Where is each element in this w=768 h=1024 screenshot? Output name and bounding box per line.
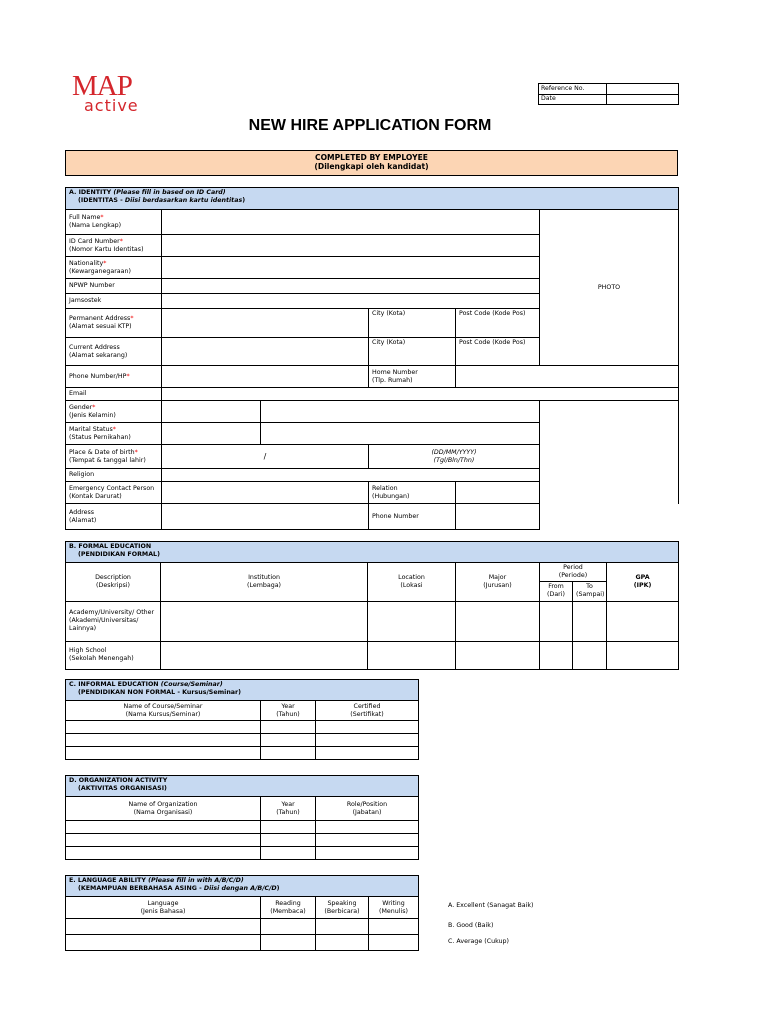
input-cell[interactable] [261,734,316,747]
date-format-hint: (DD/MM/YYYY) [431,448,477,456]
col-location-text-id: (Lokasi [400,581,423,589]
col-speaking-text-id: (Berbicara) [324,907,360,915]
input-cell[interactable] [66,935,261,951]
religion-input[interactable] [162,469,540,482]
col-certified-text-id: (Sertifikat) [350,710,384,718]
input-cell[interactable] [261,834,316,847]
logo-brand: MAP [72,70,132,102]
input-cell[interactable] [316,734,419,747]
org-header-title: D. ORGANIZATION ACTIVITY [69,777,168,784]
col-course-name [66,701,261,721]
input-cell[interactable] [607,601,679,641]
required-mark: * [130,315,134,323]
emergency-input[interactable] [162,482,369,504]
reference-input[interactable] [607,84,679,95]
current-address-input[interactable] [162,338,369,366]
input-cell[interactable] [66,734,261,747]
full-name-input[interactable] [162,210,540,235]
input-cell[interactable] [161,641,368,669]
col-period [540,563,607,582]
photo-box[interactable] [540,210,679,366]
email-label: Email [66,388,162,401]
reference-table [538,83,679,105]
required-mark: * [126,372,130,380]
col-gpa [607,563,679,602]
input-cell[interactable] [316,747,419,760]
col-reading [261,897,316,919]
nationality-text: Nationality [69,259,104,267]
date-format-hint-id: (Tgl/Bln/Thn) [433,456,475,464]
col-from-text-id: (Dari) [547,591,565,599]
permanent-address-text-id: (Alamat sesuai KTP) [69,323,132,330]
input-cell[interactable] [66,847,261,860]
input-cell[interactable] [261,935,316,951]
col-course-name-text-id: (Nama Kursus/Seminar) [125,710,201,718]
row-highschool-text: High School [69,647,107,655]
col-reading-text: Reading [275,899,301,907]
marital-label [66,423,162,445]
address-text-id: (Alamat) [69,516,97,524]
informal-header-note: (Course/Seminar) [160,681,223,688]
col-location [368,563,456,602]
col-speaking-text: Speaking [327,899,357,907]
emergency-label [66,482,162,504]
relation-text-id: (Hubungan) [372,492,410,500]
input-cell[interactable] [161,601,368,641]
col-description [66,563,161,602]
col-major-text: Major [488,574,507,581]
input-cell[interactable] [261,919,316,935]
lang-header-note: (Please fill in with A/B/C/D) [148,877,244,884]
phone-label [66,366,162,388]
input-cell[interactable] [316,721,419,734]
date-label: Date [539,94,607,105]
formal-header-title: B. FORMAL EDUCATION [69,543,152,550]
birth-text: Place & Date of birth [69,448,135,456]
required-mark: * [134,448,138,456]
phone-number-label: Phone Number [369,504,456,530]
identity-header-sub-note: Diisi berdasarkan kartu identitas [124,196,243,204]
marital-text-id: (Status Pernikahan) [69,433,131,441]
birth-date-input[interactable] [369,445,540,469]
input-cell[interactable] [369,919,419,935]
input-cell[interactable] [66,747,261,760]
informal-header [66,680,419,701]
full-name-text: Full Name [69,214,101,222]
city-label: City (Kota) [372,310,406,317]
identity-header-sub-end: ) [242,196,246,204]
emergency-text: Emergency Contact Person [69,484,155,492]
npwp-label: NPWP Number [66,279,162,294]
identity-header-sub: (IDENTITAS - [78,196,125,204]
marital-input[interactable] [162,423,261,445]
lang-header-sub-end: ) [276,884,280,892]
identity-header-note: (Please fill in based on ID Card) [113,189,226,196]
current-city-field[interactable] [369,338,456,366]
phone-input[interactable] [162,366,369,388]
col-major [456,563,540,602]
input-cell[interactable] [66,919,261,935]
col-to [573,581,607,601]
col-writing-text-id: (Menulis) [379,907,409,915]
col-role-text-id: (Jabatan) [352,808,382,816]
input-cell[interactable] [368,601,456,641]
col-certified [316,701,419,721]
reference-label: Reference No. [539,84,607,95]
relation-text: Relation [372,484,398,492]
col-year-text: Year [281,702,295,710]
col-to-text: To [586,583,593,591]
identity-header-title: A. IDENTITY [69,189,114,196]
col-major-text-id: (Jurusan) [483,581,512,589]
col-from-text: From [548,583,564,591]
input-cell[interactable] [261,821,316,834]
col-certified-text: Certified [353,702,381,710]
input-cell[interactable] [261,721,316,734]
emergency-address-input[interactable] [162,504,369,530]
input-cell[interactable] [456,641,540,669]
permanent-address-text: Permanent Address [69,315,131,323]
col-from [540,581,573,601]
lang-header-sub-note: Diisi dengan A/B/C/D [203,884,277,892]
legend-good: B. Good (Baik) [448,922,494,929]
col-year-text-id: (Tahun) [276,710,300,718]
language-table [65,875,419,951]
gender-label [66,401,162,423]
input-cell[interactable] [66,821,261,834]
org-header-sub: (AKTIVITAS ORGANISASI) [78,784,167,792]
input-cell[interactable] [261,747,316,760]
row-academy-label [66,601,161,641]
nationality-label [66,257,162,279]
lang-header-title: E. LANGUAGE ABILITY [69,877,149,884]
col-writing-text: Writing [382,899,405,907]
col-institution-text: Institution [248,574,280,581]
current-address-label [66,338,162,366]
col-period-text: Period [563,564,583,571]
col-gpa-text-id: (IPK) [633,581,652,589]
address-text: Address [69,508,95,516]
phone-text: Phone Number/HP [69,372,127,380]
marital-text: Marital Status [69,425,113,433]
permanent-address-input[interactable] [162,309,369,338]
date-input[interactable] [607,94,679,105]
gender-extra[interactable] [261,401,540,423]
empty-cell [540,445,679,469]
home-number-text-id: (Tlp. Rumah) [372,376,413,384]
id-card-label [66,235,162,257]
identity-table [65,187,679,530]
col-description-text-id: (Deskripsi) [96,581,130,589]
input-cell[interactable] [66,721,261,734]
formal-header-sub: (PENDIDIKAN FORMAL) [78,550,160,558]
relation-label [369,482,456,504]
religion-label: Religion [66,469,162,482]
postcode-label: Post Code (Kode Pos) [459,310,526,317]
nationality-input[interactable] [162,257,540,279]
col-year [261,701,316,721]
col-language [66,897,261,919]
informal-header-sub: (PENDIDIKAN NON FORMAL - Kursus/Seminar) [78,688,242,696]
emergency-phone-input[interactable] [456,504,540,530]
identity-header [66,188,679,210]
col-role [316,797,419,821]
legend-average: C. Average (Cukup) [448,938,510,945]
formal-header [66,542,679,563]
col-org-name-text: Name of Organization [128,800,198,808]
empty-cell [540,423,679,445]
col-language-text-id: (Jenis Bahasa) [140,907,186,915]
input-cell[interactable] [573,601,607,641]
organization-table [65,775,419,860]
email-input[interactable] [162,388,679,401]
col-course-name-text: Name of Course/Seminar [123,702,203,710]
jamsostek-input[interactable] [162,294,540,309]
lang-header [66,876,419,897]
permanent-postcode-field[interactable] [456,309,540,338]
current-address-text: Current Address [69,343,120,351]
col-year [261,797,316,821]
col-location-text: Location [398,574,425,581]
empty-cell [540,469,679,482]
col-speaking [316,897,369,919]
row-highschool-text-id: (Sekolah Menengah) [69,655,134,663]
col-writing [369,897,419,919]
completed-by-banner [65,150,678,176]
empty-cell [540,504,679,530]
id-card-text: ID Card Number [69,237,120,245]
emergency-text-id: (Kontak Darurat) [69,492,122,500]
page-title: NEW HIRE APPLICATION FORM [248,117,492,134]
full-name-text-id: (Nama Lengkap) [69,222,122,229]
permanent-city-field[interactable] [369,309,456,338]
input-cell[interactable] [369,935,419,951]
col-org-name-text-id: (Nama Organisasi) [133,808,193,816]
legend-excellent: A. Excellent (Sanagat Baik) [448,902,534,909]
input-cell[interactable] [540,641,573,669]
input-cell[interactable] [66,834,261,847]
birth-text-id: (Tempat & tanggal lahir) [69,456,146,464]
npwp-input[interactable] [162,279,540,294]
empty-cell [540,401,679,423]
input-cell[interactable] [316,834,419,847]
col-to-text-id: (Sampai) [576,591,605,599]
col-org-name [66,797,261,821]
required-mark: * [92,403,96,411]
input-cell[interactable] [573,641,607,669]
input-cell[interactable] [368,641,456,669]
input-cell[interactable] [316,935,369,951]
gender-input[interactable] [162,401,261,423]
col-institution-text-id: (Lembaga) [246,581,282,589]
empty-cell [540,482,679,504]
input-cell[interactable] [316,821,419,834]
lang-header-sub: (KEMAMPUAN BERBAHASA ASING - [78,884,204,892]
row-highschool-label [66,641,161,669]
col-role-text: Role/Position [346,800,388,808]
input-cell[interactable] [261,847,316,860]
required-mark: * [119,237,123,245]
col-year-text-id: (Tahun) [276,808,300,816]
home-number-text: Home Number [372,368,418,376]
nationality-text-id: (Kewarganegaraan) [69,267,131,275]
marital-extra[interactable] [261,423,540,445]
postcode-label: Post Code (Kode Pos) [459,339,526,346]
row-academy-text-id: (Akademi/Universitas/ [69,617,139,625]
relation-input[interactable] [456,482,540,504]
col-period-text-id: (Periode) [558,571,588,579]
gender-text-id: (Jenis Kelamin) [69,411,116,419]
id-card-text-id: (Nomor Kartu Identitas) [69,245,144,253]
input-cell[interactable] [316,847,419,860]
photo-label: PHOTO [597,283,621,291]
current-address-text-id: (Alamat sekarang) [69,351,128,359]
birth-label [66,445,162,469]
banner-line1: COMPLETED BY EMPLOYEE [315,153,428,162]
logo-sub: active [84,96,139,115]
banner-line2: (Dilengkapi oleh kandidat) [314,162,429,172]
company-logo [72,70,162,116]
required-mark: * [103,259,107,267]
input-cell[interactable] [316,919,369,935]
required-mark: * [100,214,104,222]
birth-place-input[interactable] [162,445,369,469]
jamsostek-label: Jamsostek [66,294,162,309]
home-number-label [369,366,456,388]
col-year-text: Year [281,800,295,808]
required-mark: * [112,425,116,433]
address-label [66,504,162,530]
col-reading-text-id: (Membaca) [270,907,306,915]
col-language-text: Language [147,899,179,907]
input-cell[interactable] [540,601,573,641]
row-academy-text-id2: Lainnya) [69,625,97,633]
full-name-label [66,210,162,235]
row-academy-text: Academy/University/ Other [69,609,155,617]
gender-text: Gender [69,403,93,411]
input-cell[interactable] [456,601,540,641]
current-postcode-field[interactable] [456,338,540,366]
slash-separator: / [263,451,267,461]
permanent-address-label [66,309,162,338]
home-number-input[interactable] [456,366,679,388]
id-card-input[interactable] [162,235,540,257]
org-header [66,776,419,797]
input-cell[interactable] [607,641,679,669]
col-description-text: Description [95,574,131,581]
col-gpa-text: GPA [635,574,650,581]
col-institution [161,563,368,602]
formal-education-table [65,541,679,670]
city-label: City (Kota) [372,339,406,346]
informal-header-title: C. INFORMAL EDUCATION [69,681,161,688]
informal-education-table [65,679,419,760]
